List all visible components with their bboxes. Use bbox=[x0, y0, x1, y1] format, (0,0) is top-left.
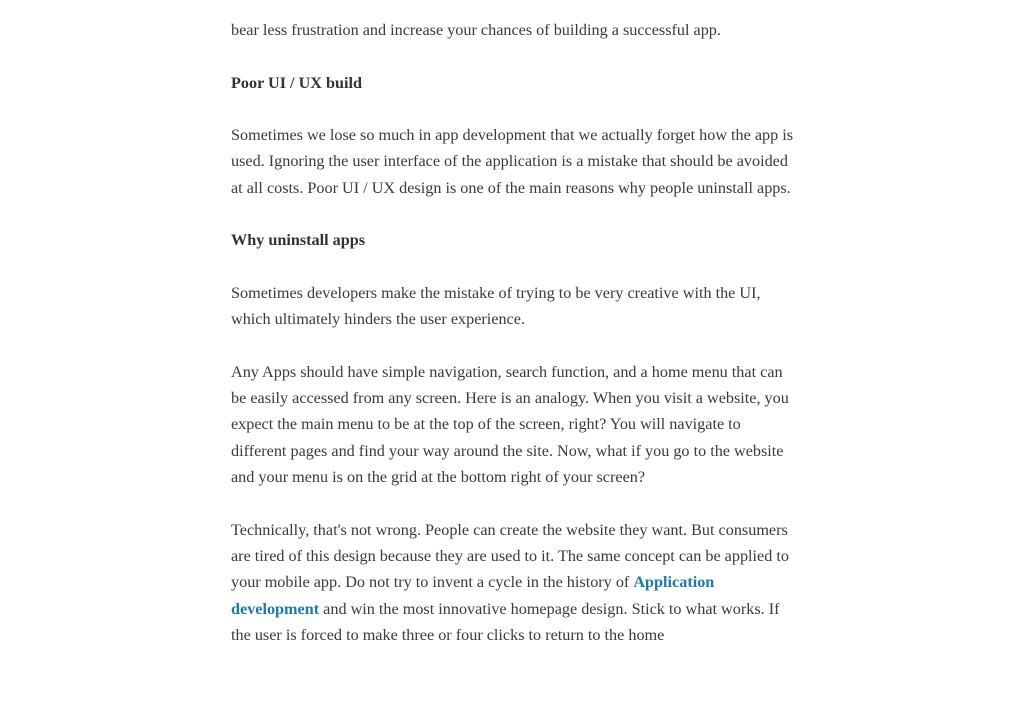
application-development-link[interactable]: Application development bbox=[231, 573, 715, 618]
paragraph-poor-ui-ux: Sometimes we lose so much in app development that we actually forget how the app is used. Ignoring the user interface of the application is a mistake that should be avoided at all costs. Poor UI / UX design is one of the main reasons why people uninstall apps. bbox=[231, 126, 794, 197]
paragraph-navigation: Any Apps should have simple navigation, search function, and a home menu that can be easily accessed from any screen. Here is an analogy. When you visit a website, you expect the main menu to be at the top of the screen, right? You will navigate to different pages and find your way around the site. Now, what if you go to the website and your menu is on the grid at the bottom right of your screen? bbox=[231, 362, 789, 487]
article-body bbox=[231, 17, 797, 674]
heading-poor-ui-ux: Poor UI / UX build bbox=[231, 73, 363, 92]
paragraph-technically-before: Technically, that's not wrong. People can create the website they want. But consumers are tired of this design because they are used to it. The same concept can be applied to your mobile app. Do not try to invent a cycle in the history of bbox=[231, 520, 789, 592]
paragraph-technically bbox=[231, 517, 797, 648]
heading-why-uninstall: Why uninstall apps bbox=[231, 231, 366, 250]
paragraph-technically-after: and win the most innovative homepage design. Stick to what works. If the user is forced to make three or four clicks to return to the home bbox=[231, 599, 780, 644]
paragraph-creative-ui: Sometimes developers make the mistake of trying to be very creative with the UI, which ultimately hinders the user experience. bbox=[231, 283, 761, 329]
paragraph-intro-tail: bear less frustration and increase your chances of building a successful app. bbox=[231, 21, 721, 39]
